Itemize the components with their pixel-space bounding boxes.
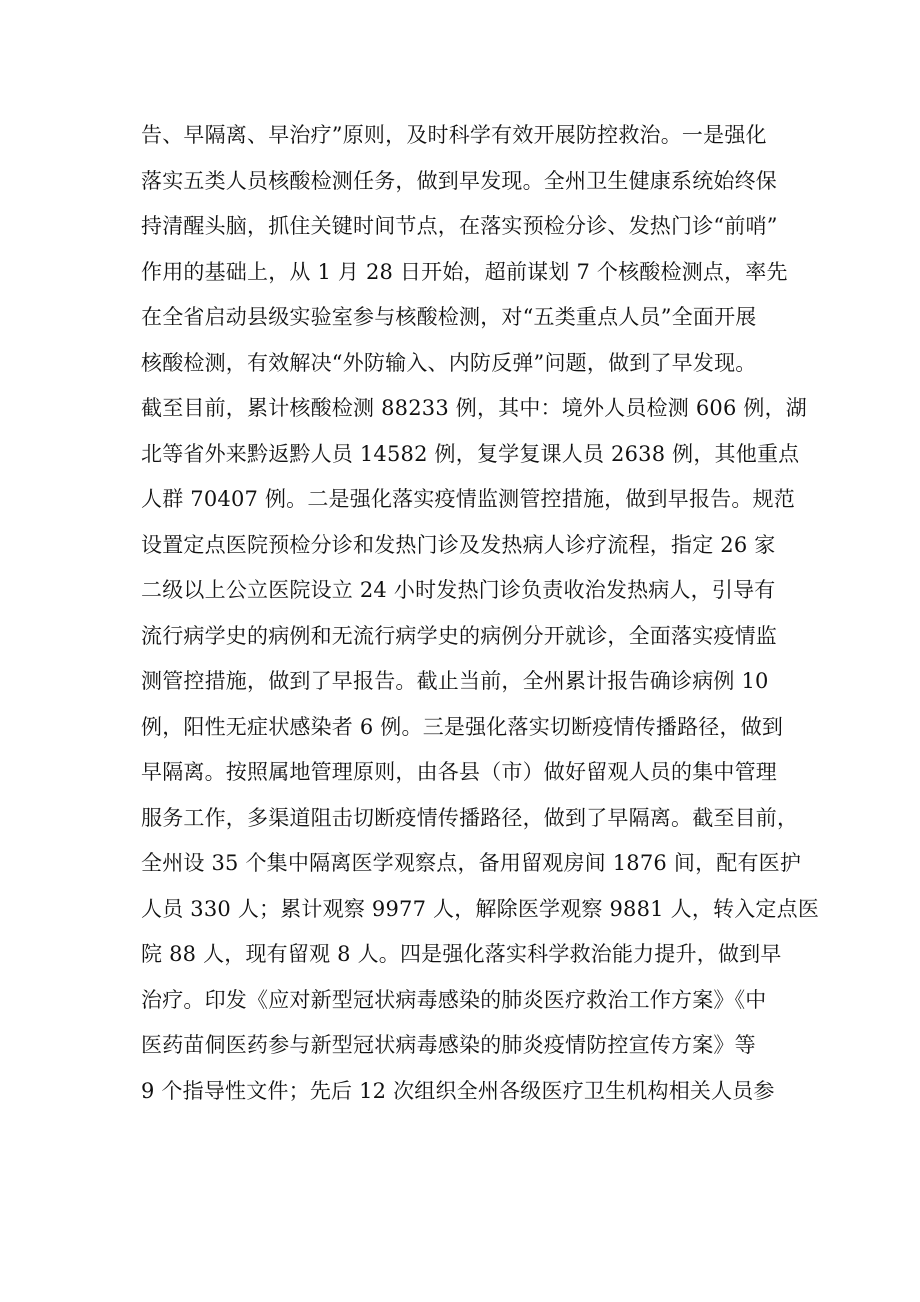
body-text [141, 113, 820, 1114]
text-line: 全州设 35 个集中隔离医学观察点，备用留观房间 1876 间，配有医护 [141, 851, 802, 875]
text-line: 核酸检测，有效解决“外防输入、内防反弹”问题，做到了早发现。 [141, 350, 757, 375]
text-line: 持清醒头脑，抓住关键时间节点，在落实预检分诊、发热门诊“前哨” [141, 214, 778, 238]
text-line: 9 个指导性文件；先后 12 次组织全州各级医疗卫生机构相关人员参 [141, 1078, 775, 1103]
text-line: 截至目前，累计核酸检测 88233 例，其中：境外人员检测 606 例，湖 [141, 396, 807, 420]
text-line: 测管控措施，做到了早报告。截止当前，全州累计报告确诊病例 10 [141, 669, 769, 693]
text-line: 治疗。印发《应对新型冠状病毒感染的肺炎医疗救治工作方案》《中 [141, 987, 767, 1012]
text-line: 流行病学史的病例和无流行病学史的病例分开就诊，全面落实疫情监 [141, 623, 777, 648]
text-line: 院 88 人，现有留观 8 人。四是强化落实科学救治能力提升，做到早 [141, 942, 782, 966]
text-line: 人员 330 人；累计观察 9977 人，解除医学观察 9881 人，转入定点医 [141, 896, 820, 921]
text-line: 人群 70407 例。二是强化落实疫情监测管控措施，做到早报告。规范 [141, 487, 795, 511]
text-line: 例，阳性无症状感染者 6 例。三是强化落实切断疫情传播路径，做到 [141, 714, 784, 739]
text-line: 设置定点医院预检分诊和发热门诊及发热病人诊疗流程，指定 26 家 [141, 532, 776, 557]
text-line: 医药苗侗医药参与新型冠状病毒感染的肺炎疫情防控宣传方案》等 [141, 1033, 756, 1057]
text-line: 早隔离。按照属地管理原则，由各县（市）做好留观人员的集中管理 [141, 760, 777, 784]
text-line: 北等省外来黔返黔人员 14582 例，复学复课人员 2638 例，其他重点 [141, 441, 800, 466]
text-line: 在全省启动县级实验室参与核酸检测，对“五类重点人员”全面开展 [141, 305, 757, 329]
text-line: 作用的基础上，从 1 月 28 日开始，超前谋划 7 个核酸检测点，率先 [141, 259, 788, 284]
text-line: 二级以上公立医院设立 24 小时发热门诊负责收治发热病人，引导有 [141, 578, 776, 602]
text-line: 告、早隔离、早治疗”原则，及时科学有效开展防控救治。一是强化 [141, 123, 767, 147]
text-line: 落实五类人员核酸检测任务，做到早发现。全州卫生健康系统始终保 [141, 168, 777, 193]
text-line: 服务工作，多渠道阻击切断疫情传播路径，做到了早隔离。截至目前， [141, 805, 799, 830]
